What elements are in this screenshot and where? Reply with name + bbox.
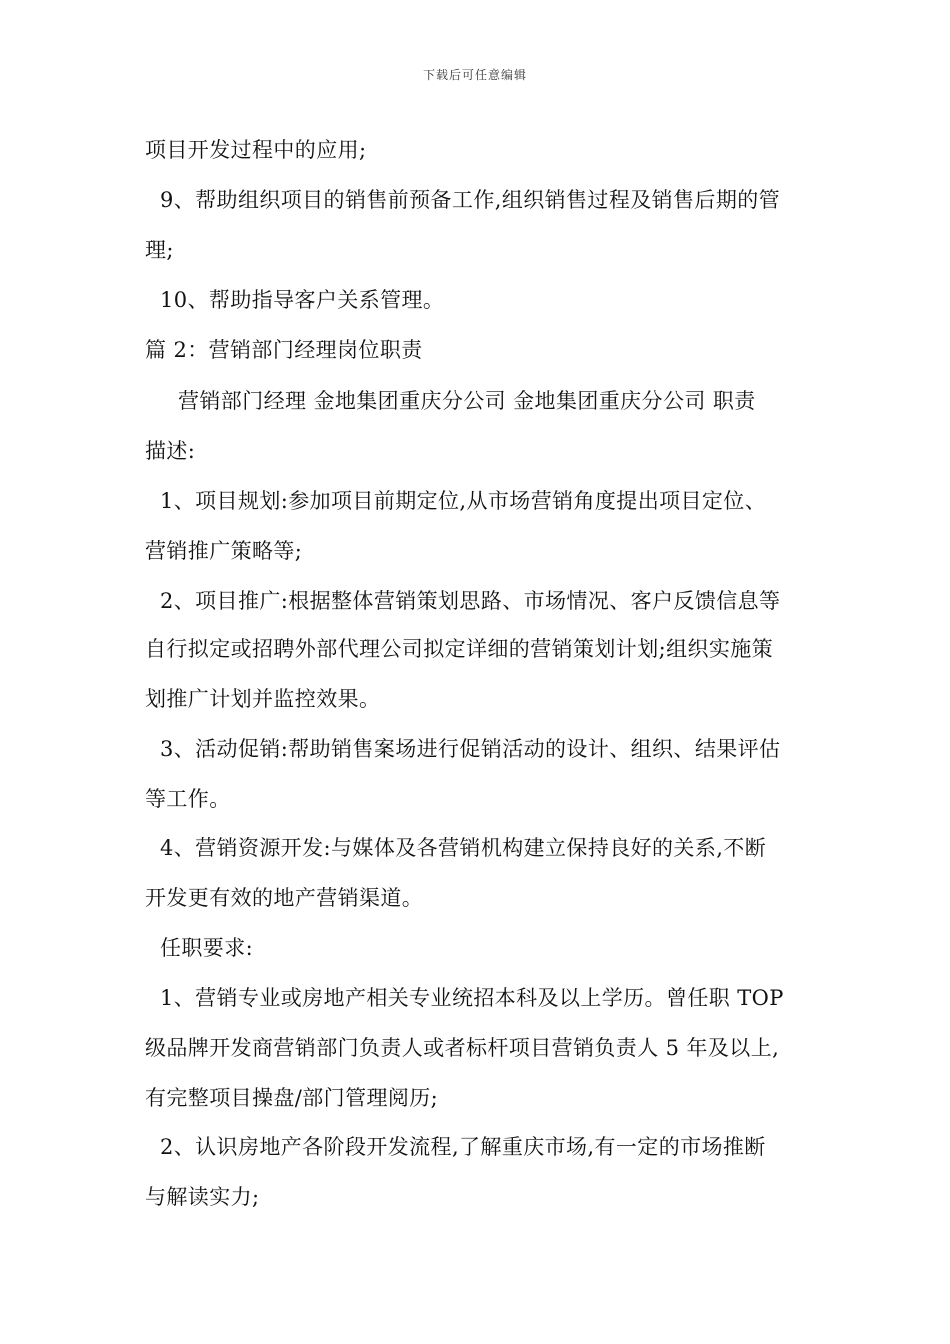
text-line: 4、营销资源开发:与媒体及各营销机构建立保持良好的关系,不断 [160,836,767,860]
text-line: 自行拟定或招聘外部代理公司拟定详细的营销策划计划;组织实施策 [145,637,774,661]
text-line: 有完整项目操盘/部门管理阅历; [145,1086,439,1110]
text-line: 划推广计划并监控效果。 [145,687,381,711]
text-line: 开发更有效的地产营销渠道。 [145,886,424,910]
text-line: 等工作。 [145,787,231,811]
text-line: 1、项目规划:参加项目前期定位,从市场营销角度提出项目定位、 [160,489,767,513]
text-line: 3、活动促销:帮助销售案场进行促销活动的设计、组织、结果评估 [160,737,781,761]
text-line: 10、帮助指导客户关系管理。 [160,288,445,312]
text-line: 9、帮助组织项目的销售前预备工作,组织销售过程及销售后期的管 [160,188,781,212]
text-line: 级品牌开发商营销部门负责人或者标杆项目营销负责人 5 年及以上, [145,1036,780,1060]
text-line: 2、认识房地产各阶段开发流程,了解重庆市场,有一定的市场推断 [160,1135,766,1159]
text-line: 项目开发过程中的应用; [145,138,367,162]
text-line: 任职要求: [160,936,254,960]
text-line: 1、营销专业或房地产相关专业统招本科及以上学历。曾任职 TOP [160,986,784,1010]
text-line: 营销部门经理 金地集团重庆分公司 金地集团重庆分公司 职责 [178,389,756,413]
text-line: 2、项目推广:根据整体营销策划思路、市场情况、客户反馈信息等 [160,589,781,613]
section-heading: 篇 2：营销部门经理岗位职责 [145,338,423,362]
text-line: 营销推广策略等; [145,539,303,563]
page-header: 下载后可任意编辑 [422,68,527,82]
text-line: 理; [145,238,174,262]
text-line: 描述: [145,439,196,463]
text-line: 与解读实力; [145,1185,260,1209]
